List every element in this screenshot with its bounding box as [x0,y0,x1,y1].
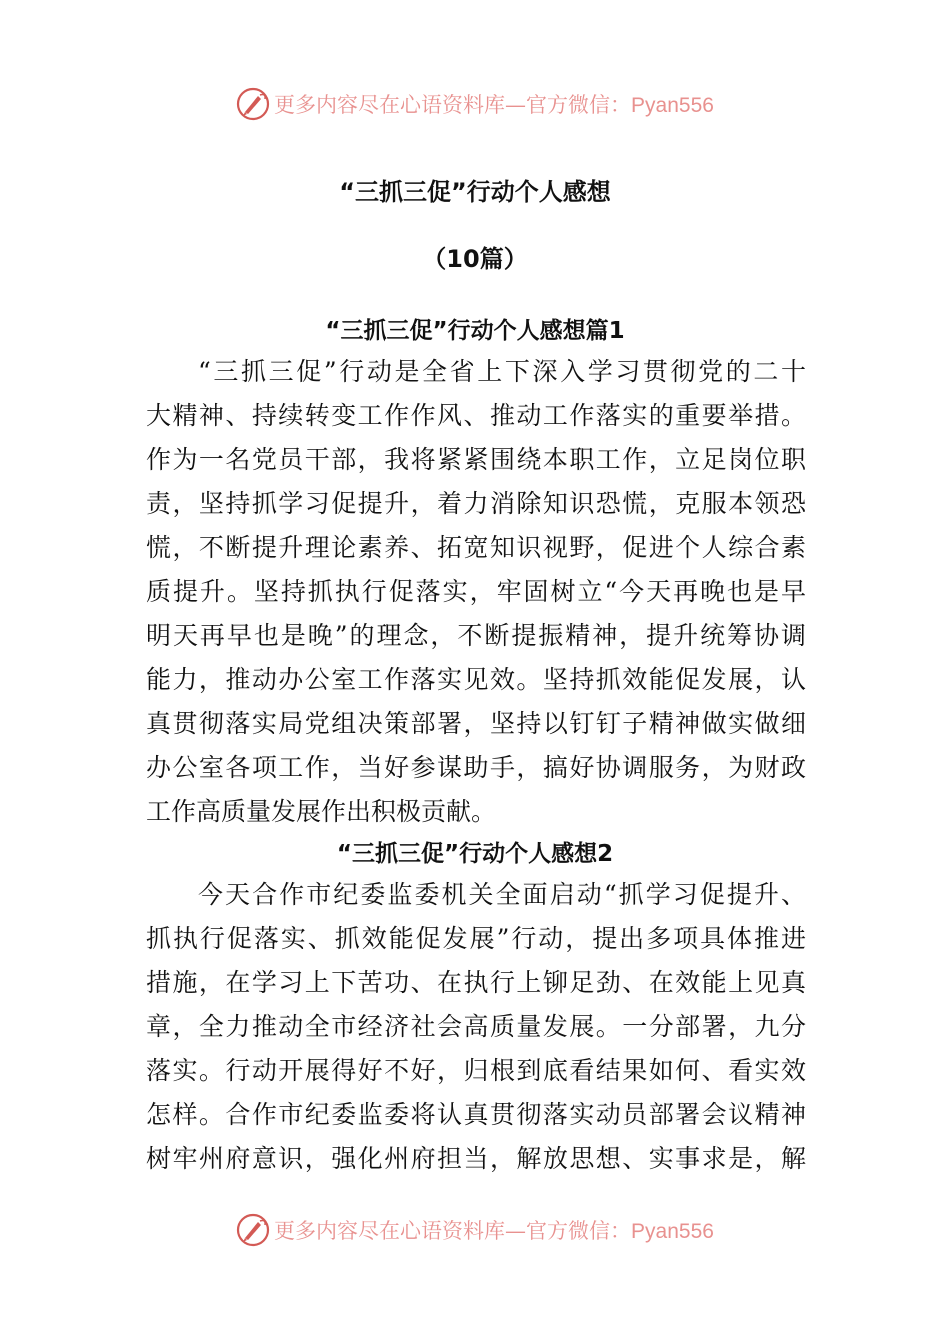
document-subtitle: （10篇） [422,245,528,273]
wechat-id: Pyan556 [631,1220,714,1243]
quill-logo-icon [236,87,270,121]
paragraph-line: 章，全力推动全市经济社会高质量发展。一分部署，九分 [146,1012,806,1041]
paragraph-line: 慌，不断提升理论素养、拓宽知识视野，促进个人综合素 [146,533,806,562]
paragraph-line: 工作高质量发展作出积极贡献。 [146,797,497,826]
footer-banner [0,1210,950,1250]
paragraph-line: 办公室各项工作，当好参谋助手，搞好协调服务，为财政 [146,753,806,782]
paragraph-line: 大精神、持续转变工作作风、推动工作落实的重要举措。 [146,401,806,430]
paragraph-line: 真贯彻落实局党组决策部署，坚持以钉钉子精神做实做细 [146,709,806,738]
wechat-id: Pyan556 [631,94,714,117]
paragraph-line: 今天合作市纪委监委机关全面启动“抓学习促提升、 [198,880,806,909]
section-heading: “三抓三促”行动个人感想篇1 [325,318,625,344]
banner-text: 更多内容尽在心语资料库—官方微信：Pyan556 [274,93,714,117]
banner-text: 更多内容尽在心语资料库—官方微信：Pyan556 [274,1219,714,1243]
paragraph-line: “三抓三促”行动是全省上下深入学习贯彻党的二十 [198,357,806,386]
paragraph-line: 抓执行促落实、抓效能促发展”行动，提出多项具体推进 [146,924,806,953]
paragraph-line: 责，坚持抓学习促提升，着力消除知识恐慌，克服本领恐 [146,489,806,518]
paragraph-line: 明天再早也是晚”的理念，不断提振精神，提升统筹协调 [146,621,806,650]
section-heading: “三抓三促”行动个人感想2 [336,841,614,867]
paragraph-line: 作为一名党员干部，我将紧紧围绕本职工作，立足岗位职 [146,445,806,474]
header-banner [0,84,950,124]
quill-logo-icon [236,1213,270,1247]
document-title: “三抓三促”行动个人感想 [339,178,611,206]
paragraph-line: 质提升。坚持抓执行促落实，牢固树立“今天再晚也是早 [146,577,806,606]
paragraph-line: 怎样。合作市纪委监委将认真贯彻落实动员部署会议精神 [146,1100,806,1129]
paragraph-line: 落实。行动开展得好不好，归根到底看结果如何、看实效 [146,1056,806,1085]
paragraph-line: 能力，推动办公室工作落实见效。坚持抓效能促发展，认 [146,665,806,694]
paragraph-line: 措施，在学习上下苦功、在执行上铆足劲、在效能上见真 [146,968,806,997]
paragraph-line: 树牢州府意识，强化州府担当，解放思想、实事求是，解 [146,1144,806,1173]
